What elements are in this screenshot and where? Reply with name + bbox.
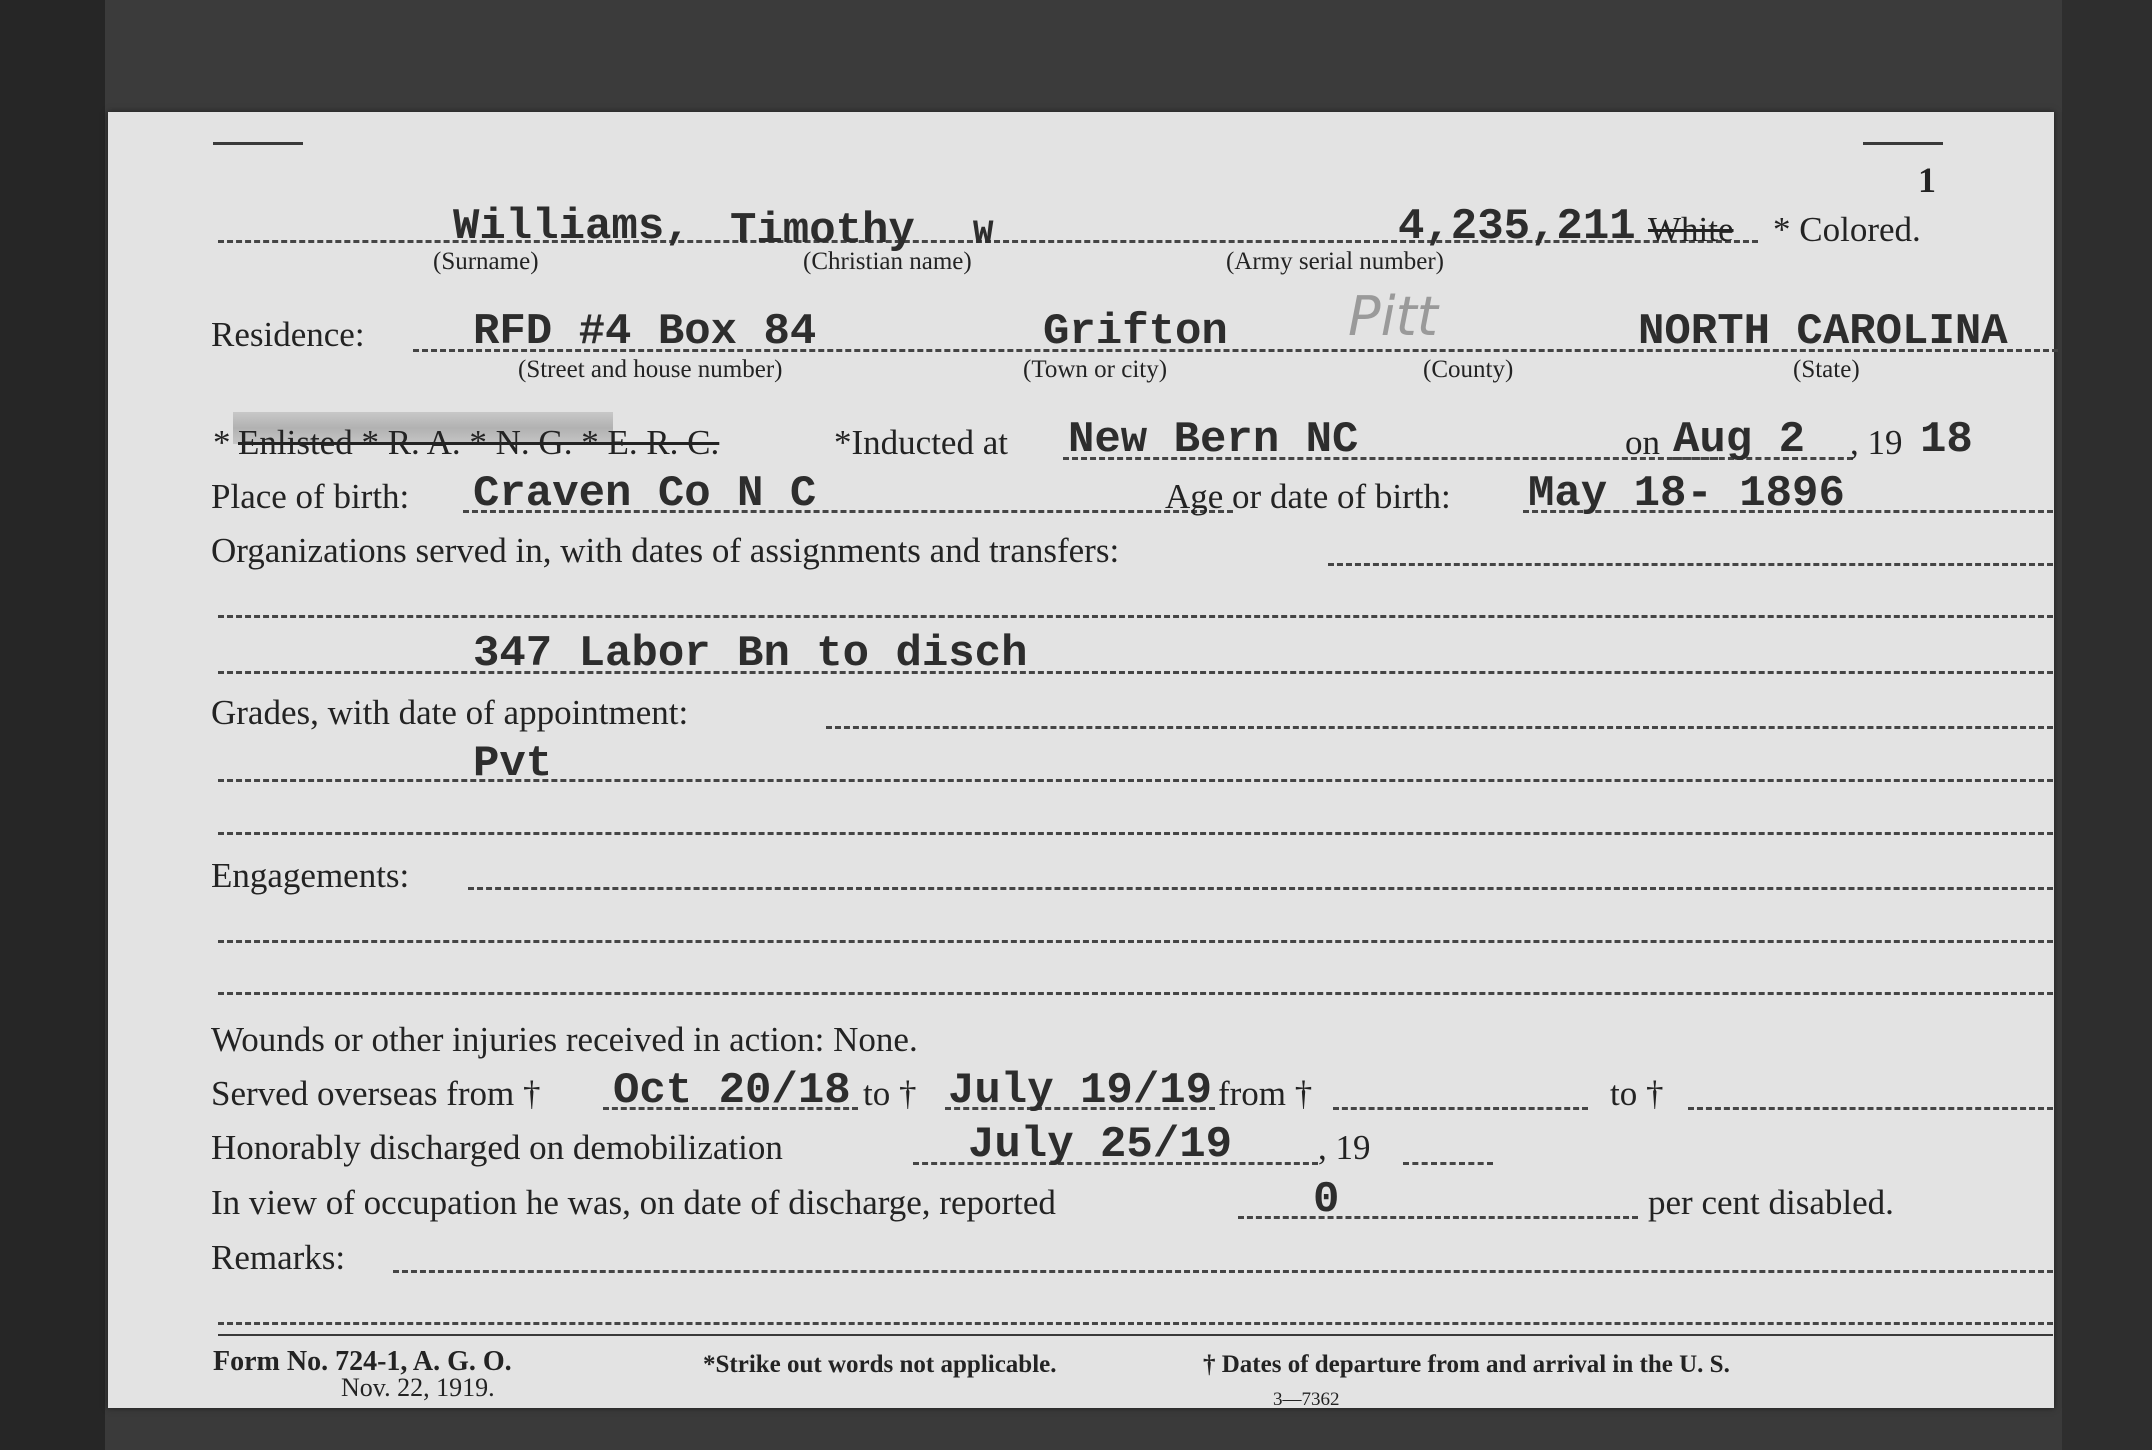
middle-initial-value: W <box>973 216 994 254</box>
engagements-line-2 <box>218 940 2053 943</box>
disability-label: In view of occupation he was, on date of discharge, reported <box>211 1183 1056 1222</box>
organizations-line-1 <box>1328 563 2053 566</box>
remarks-label: Remarks: <box>211 1238 346 1277</box>
enlistment-options-struck: Enlisted * R. A. * N. G. * E. R. C. <box>238 423 720 462</box>
date-of-birth-value: May 18- 1896 <box>1528 469 1845 519</box>
place-of-birth-value: Craven Co N C <box>473 469 817 519</box>
induction-year-prefix: , 19 <box>1850 423 1903 462</box>
card-number: 1 <box>1918 160 1936 200</box>
grades-entry: Pvt <box>473 739 553 789</box>
street-label: (Street and house number) <box>518 356 783 383</box>
county-label: (County) <box>1423 356 1514 383</box>
overseas-from2-label: from † <box>1218 1074 1313 1113</box>
colored-option: * Colored. <box>1773 210 1921 249</box>
engagements-line-1 <box>468 887 2053 890</box>
grades-label: Grades, with date of appointment: <box>211 693 689 732</box>
white-option: White <box>1648 210 1734 249</box>
serial-number-value: 4,235,211 <box>1398 202 1636 252</box>
induction-date-value: Aug 2 <box>1673 415 1806 465</box>
street-value: RFD #4 Box 84 <box>473 307 817 357</box>
induction-year-suffix: 18 <box>1920 415 1973 465</box>
state-value: NORTH CAROLINA <box>1638 307 2008 357</box>
discharge-year: , 19 <box>1318 1128 1371 1167</box>
organizations-line-2 <box>218 615 2053 618</box>
remarks-line-1 <box>393 1270 2053 1273</box>
overseas-to2-line <box>1688 1107 2053 1110</box>
top-right-rule <box>1863 142 1943 145</box>
county-value-handwritten: Pitt <box>1348 285 1438 348</box>
disability-suffix: per cent disabled. <box>1648 1183 1894 1222</box>
town-value: Grifton <box>1043 307 1228 357</box>
dates-note: † Dates of departure from and arrival in the U. S. <box>1203 1351 1730 1378</box>
grades-line-3 <box>218 832 2053 835</box>
grades-line-1 <box>826 726 2053 729</box>
state-label: (State) <box>1793 356 1860 383</box>
serial-number-label: (Army serial number) <box>1226 248 1444 275</box>
surname-value: Williams, <box>453 202 691 252</box>
date-of-birth-label: Age or date of birth: <box>1165 477 1451 516</box>
inducted-label: *Inducted at <box>834 423 1008 462</box>
scan-background-top <box>0 0 2152 112</box>
strike-out-note: *Strike out words not applicable. <box>703 1351 1057 1378</box>
inducted-place-value: New Bern NC <box>1068 415 1359 465</box>
overseas-to-label: to † <box>863 1074 917 1113</box>
disability-line <box>1238 1216 1638 1219</box>
discharge-label: Honorably discharged on demobilization <box>211 1128 783 1167</box>
town-label: (Town or city) <box>1023 356 1168 383</box>
scan-background-right <box>2062 0 2152 1450</box>
scan-background-left <box>0 0 105 1450</box>
surname-label: (Surname) <box>433 248 539 275</box>
christian-name-value: Timothy <box>730 206 915 256</box>
overseas-from2-line <box>1333 1107 1588 1110</box>
engagements-label: Engagements: <box>211 856 410 895</box>
overseas-label: Served overseas from † <box>211 1074 541 1113</box>
on-label: on <box>1625 423 1660 462</box>
discharge-date-value: July 25/19 <box>968 1120 1233 1170</box>
enlistment-star: * <box>213 423 231 462</box>
wounds-text: Wounds or other injuries received in action: None. <box>211 1020 918 1059</box>
place-of-birth-label: Place of birth: <box>211 477 410 516</box>
footer-rule <box>218 1334 2053 1336</box>
overseas-from-value: Oct 20/18 <box>613 1066 851 1116</box>
service-record-card <box>108 112 2054 1408</box>
top-left-rule <box>213 142 303 145</box>
christian-name-label: (Christian name) <box>803 248 972 275</box>
overseas-to-value: July 19/19 <box>948 1066 1213 1116</box>
print-code: 3—7362 <box>1273 1389 1340 1410</box>
remarks-line-2 <box>218 1322 2053 1325</box>
overseas-to2-label: to † <box>1610 1074 1664 1113</box>
residence-label: Residence: <box>211 315 365 354</box>
engagements-line-3 <box>218 992 2053 995</box>
form-date: Nov. 22, 1919. <box>341 1373 495 1402</box>
disability-value: 0 <box>1313 1175 1340 1225</box>
discharge-year-line <box>1403 1162 1493 1165</box>
organizations-label: Organizations served in, with dates of assignments and transfers: <box>211 531 1120 570</box>
form-number: Form No. 724-1, A. G. O. <box>213 1346 512 1377</box>
organizations-entry: 347 Labor Bn to disch <box>473 629 1028 679</box>
